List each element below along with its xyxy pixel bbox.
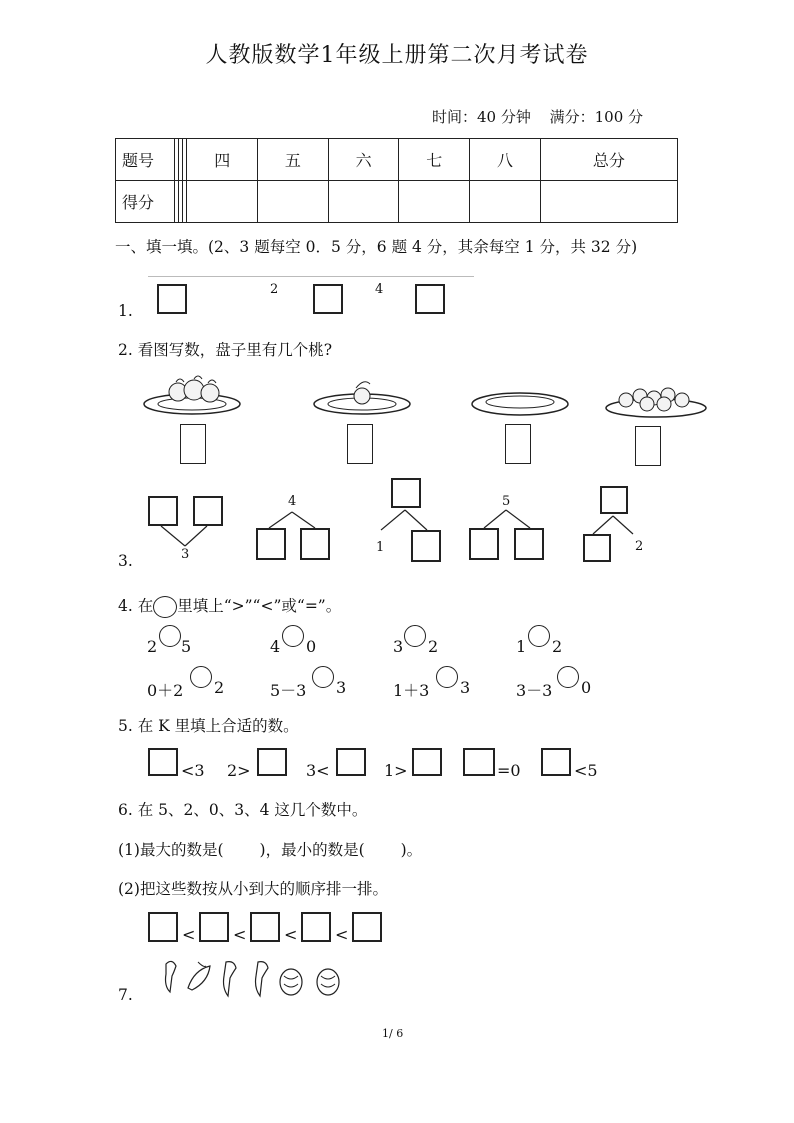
exam-meta xyxy=(432,106,657,127)
bond-number: 4 xyxy=(288,494,297,509)
q1-number: 1. xyxy=(118,302,133,320)
bond-number: 3 xyxy=(181,547,190,562)
page-title: 人教版数学1年级上册第二次月考试卷 xyxy=(205,43,589,68)
answer-box[interactable] xyxy=(300,528,330,560)
q4-operand: 2 xyxy=(147,637,158,656)
answer-box[interactable] xyxy=(301,912,331,942)
answer-box[interactable] xyxy=(250,912,280,942)
compare-circle[interactable] xyxy=(436,666,458,688)
answer-box[interactable] xyxy=(635,426,661,466)
q4-operand: 3 xyxy=(393,637,404,656)
q4-text xyxy=(118,594,341,618)
score-table-cell: 七 xyxy=(399,139,470,181)
answer-box[interactable] xyxy=(313,284,343,314)
answer-box[interactable] xyxy=(469,528,499,560)
answer-box[interactable] xyxy=(180,424,206,464)
empty-plate-icon xyxy=(468,384,578,420)
answer-box[interactable] xyxy=(347,424,373,464)
answer-box[interactable] xyxy=(157,284,187,314)
bond-number: 2 xyxy=(635,539,644,554)
q4-text-prefix: 4. 在 xyxy=(118,597,154,615)
q1-label: 4 xyxy=(375,282,384,297)
q4-operand: 1 xyxy=(516,637,527,656)
less-than-sign: < xyxy=(335,925,349,944)
answer-box[interactable] xyxy=(148,912,178,942)
score-table-cell: 六 xyxy=(328,139,399,181)
q4-operand: 0 xyxy=(306,637,317,656)
q4-operand: 5－3 xyxy=(270,681,307,700)
q5-inequality: 2> xyxy=(227,761,251,780)
time-limit: 时间：40 分钟 xyxy=(432,108,531,126)
compare-circle[interactable] xyxy=(557,666,579,688)
q4-operand: 0 xyxy=(581,678,592,697)
score-table-cell: 总分 xyxy=(540,139,677,181)
answer-box[interactable] xyxy=(411,530,441,562)
answer-box[interactable] xyxy=(391,478,421,508)
q6-sub1-part: (1)最大的数是( xyxy=(118,841,224,859)
q6-sub1 xyxy=(118,838,422,860)
q4-operand: 2 xyxy=(214,678,225,697)
divider xyxy=(148,276,474,277)
answer-box[interactable] xyxy=(148,496,178,526)
q6-sub1-part: )，最小的数是( xyxy=(259,841,365,859)
less-than-sign: < xyxy=(182,925,196,944)
score-entry-cell[interactable] xyxy=(258,181,329,223)
answer-box[interactable] xyxy=(256,528,286,560)
section-heading: 一、填一填。(2、3 题每空 0．5 分，6 题 4 分，其余每空 1 分，共 32 分) xyxy=(115,238,638,256)
answer-box[interactable] xyxy=(463,748,495,776)
q4-operand: 3－3 xyxy=(516,681,553,700)
score-table-header-row xyxy=(116,139,678,181)
q6-text: 6. 在 5、2、0、3、4 这几个数中。 xyxy=(118,801,368,819)
less-than-sign: < xyxy=(233,925,247,944)
compare-circle[interactable] xyxy=(282,625,304,647)
answer-box[interactable] xyxy=(193,496,223,526)
answer-box[interactable] xyxy=(583,534,611,562)
answer-box[interactable] xyxy=(257,748,287,776)
q5-inequality: <3 xyxy=(181,761,205,780)
score-table-cell: 五 xyxy=(258,139,329,181)
q5-text: 5. 在 K 里填上合适的数。 xyxy=(118,717,299,735)
q4-operand: 1＋3 xyxy=(393,681,430,700)
score-entry-cell[interactable] xyxy=(540,181,677,223)
peach-plate-icon xyxy=(140,370,250,420)
q4-operand: 3 xyxy=(336,678,347,697)
page-number: 1/ 6 xyxy=(382,1027,404,1040)
answer-box[interactable] xyxy=(600,486,628,514)
peach-plate-icon xyxy=(600,378,712,422)
compare-circle[interactable] xyxy=(159,625,181,647)
less-than-sign: < xyxy=(284,925,298,944)
q2-text: 2. 看图写数，盘子里有几个桃? xyxy=(118,341,333,359)
full-score: 满分：100 分 xyxy=(549,108,644,126)
q4-operand: 5 xyxy=(181,637,192,656)
answer-box[interactable] xyxy=(415,284,445,314)
q7-number: 7. xyxy=(118,986,133,1004)
score-table-cell: 八 xyxy=(470,139,541,181)
compare-circle[interactable] xyxy=(312,666,334,688)
score-table-cell: 题号 xyxy=(116,139,175,181)
answer-box[interactable] xyxy=(514,528,544,560)
q6-sub2: (2)把这些数按从小到大的顺序排一排。 xyxy=(118,880,388,898)
answer-box[interactable] xyxy=(336,748,366,776)
vegetables-icon xyxy=(158,958,348,1000)
score-entry-cell[interactable] xyxy=(470,181,541,223)
answer-box[interactable] xyxy=(505,424,531,464)
bond-number: 5 xyxy=(502,494,511,509)
score-table xyxy=(115,138,678,223)
q1-label: 2 xyxy=(270,282,279,297)
answer-box[interactable] xyxy=(352,912,382,942)
answer-box[interactable] xyxy=(199,912,229,942)
compare-circle[interactable] xyxy=(404,625,426,647)
q4-text-suffix: 里填上“>”“<”或“=”。 xyxy=(177,597,342,615)
q3-number: 3. xyxy=(118,552,133,570)
answer-box[interactable] xyxy=(412,748,442,776)
score-entry-cell[interactable] xyxy=(187,181,258,223)
q5-inequality: <5 xyxy=(574,761,598,780)
circle-icon xyxy=(153,596,177,618)
compare-circle[interactable] xyxy=(190,666,212,688)
q4-operand: 0＋2 xyxy=(147,681,184,700)
q5-inequality: 1> xyxy=(384,761,408,780)
q6-sub1-part: )。 xyxy=(400,841,423,859)
score-entry-cell[interactable] xyxy=(399,181,470,223)
q4-operand: 4 xyxy=(270,637,281,656)
score-table-cell: 四 xyxy=(187,139,258,181)
score-table-cell: 得分 xyxy=(116,181,175,223)
compare-circle[interactable] xyxy=(528,625,550,647)
q5-inequality: 3< xyxy=(306,761,330,780)
q5-inequality: =0 xyxy=(497,761,521,780)
q4-operand: 2 xyxy=(552,637,563,656)
q4-operand: 2 xyxy=(428,637,439,656)
bond-number: 1 xyxy=(376,540,385,555)
answer-box[interactable] xyxy=(148,748,178,776)
answer-box[interactable] xyxy=(541,748,571,776)
q4-operand: 3 xyxy=(460,678,471,697)
peach-plate-icon xyxy=(310,376,420,420)
score-entry-cell[interactable] xyxy=(328,181,399,223)
score-table-score-row xyxy=(116,181,678,223)
